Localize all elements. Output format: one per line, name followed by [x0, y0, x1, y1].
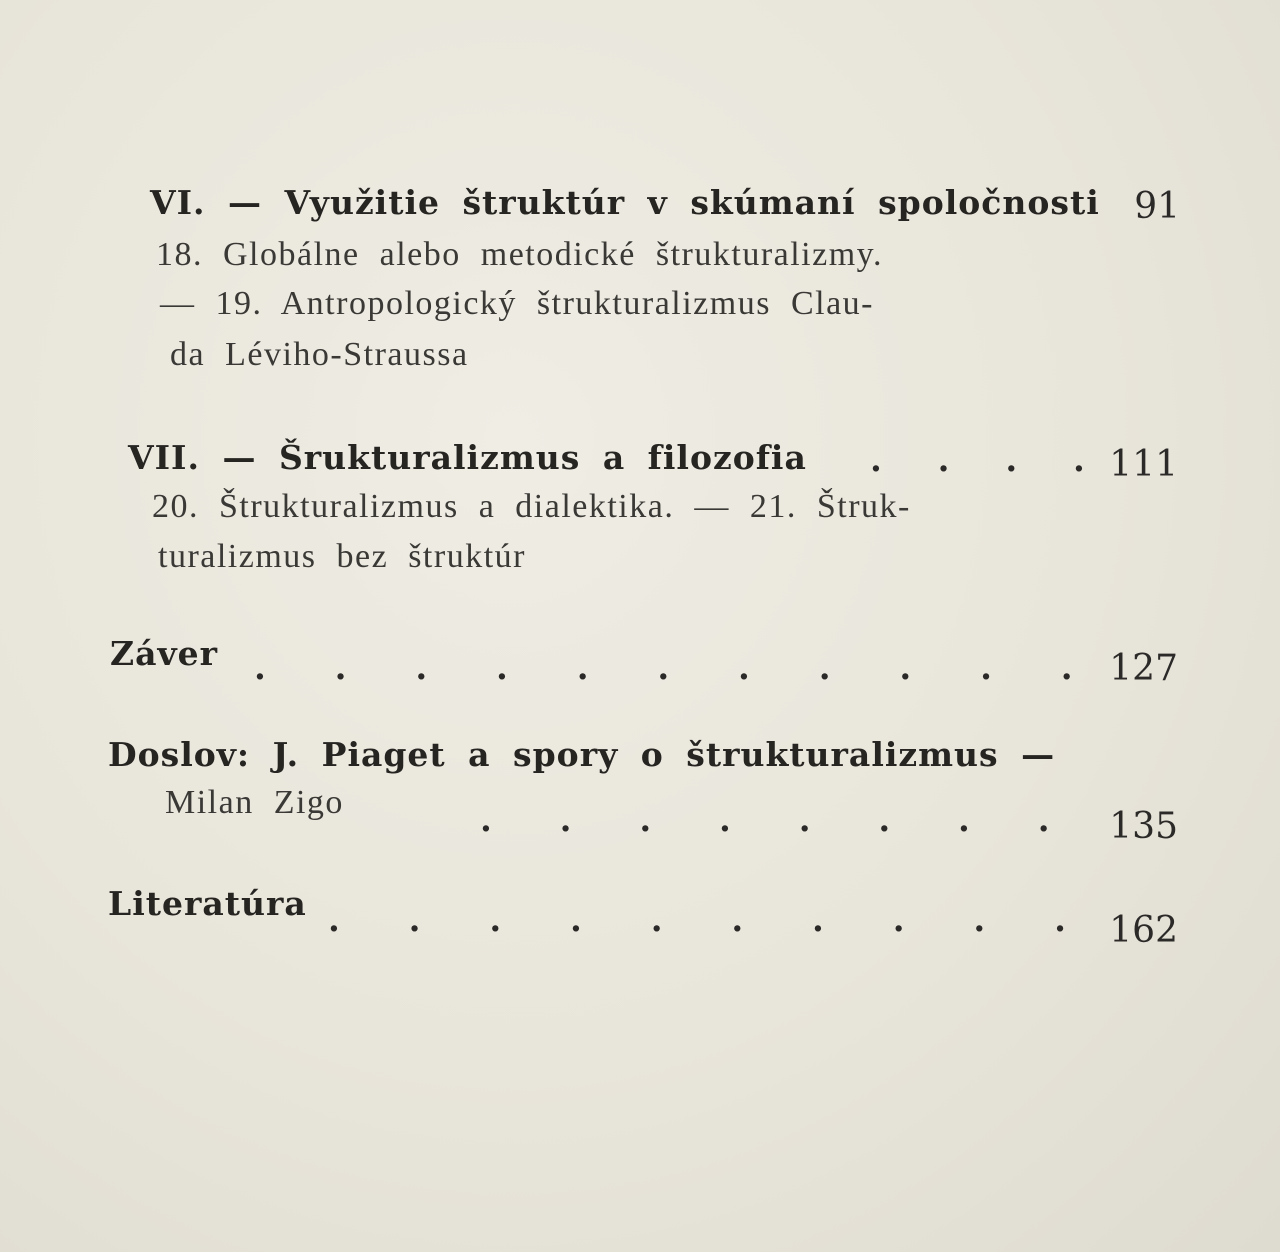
- toc-chapter-6-sub-2: — 19. Antropologický štrukturalizmus Clau-: [160, 285, 874, 322]
- toc-doslov-heading: Doslov: J. Piaget a spory o štrukturalizmus —: [108, 735, 1056, 774]
- toc-doslov-author: Milan Zigo: [165, 784, 344, 821]
- toc-literatura-page: 162: [1109, 910, 1178, 951]
- toc-chapter-7-leader-dots: . . . .: [870, 440, 1085, 480]
- toc-chapter-6-page: 91: [1134, 186, 1180, 227]
- toc-chapter-6-sub-1: 18. Globálne alebo metodické štrukturalizmy.: [156, 236, 883, 273]
- toc-literatura-heading: Literatúra: [108, 884, 307, 923]
- toc-chapter-7-sub-1: 20. Štrukturalizmus a dialektika. — 21. Štruk-: [152, 488, 911, 525]
- toc-chapter-6-heading: VI. — Využitie štruktúr v skúmaní spoločnosti: [150, 183, 1100, 222]
- toc-chapter-7-page: 111: [1109, 444, 1178, 485]
- toc-literatura-leader-dots: . . . . . . . . . .: [328, 900, 1066, 940]
- toc-doslov-leader-dots: . . . . . . . .: [480, 800, 1050, 840]
- toc-zaver-heading: Záver: [110, 634, 219, 673]
- toc-chapter-7-sub-2: turalizmus bez štruktúr: [158, 538, 526, 575]
- toc-zaver-leader-dots: . . . . . . . . . . .: [254, 648, 1073, 688]
- toc-doslov-page: 135: [1109, 806, 1178, 847]
- toc-chapter-6-sub-3: da Léviho-Straussa: [170, 336, 469, 373]
- toc-chapter-7-heading: VII. — Šrukturalizmus a filozofia: [128, 438, 807, 477]
- toc-zaver-page: 127: [1109, 648, 1178, 689]
